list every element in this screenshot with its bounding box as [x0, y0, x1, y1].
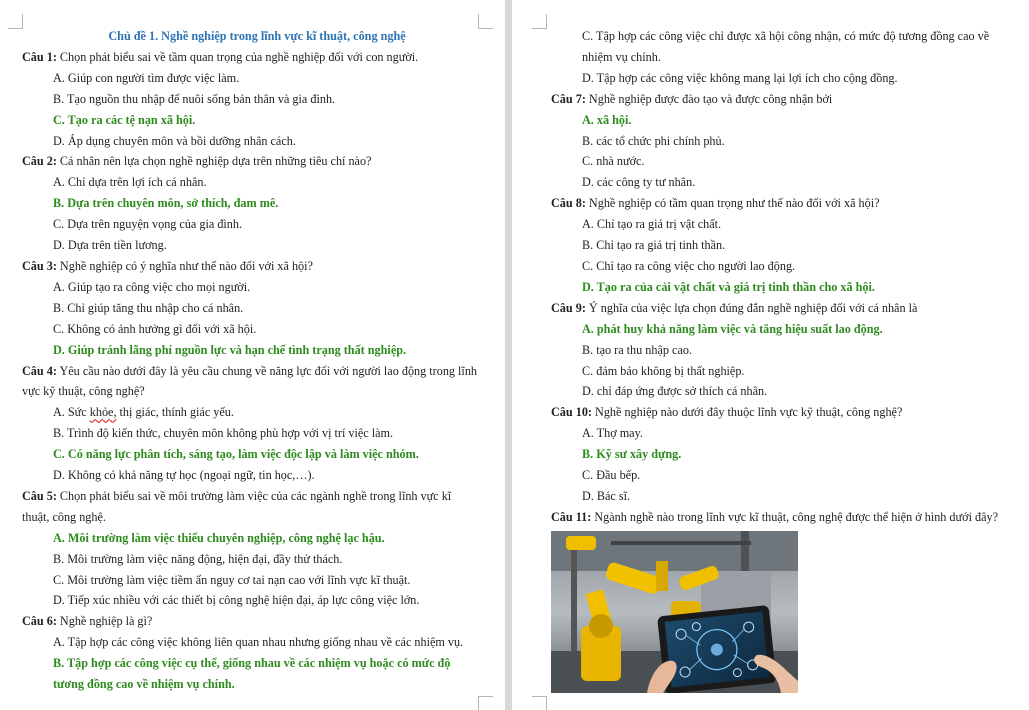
answer-option: B. Môi trường làm việc năng động, hiện đại, đầy thử thách.	[53, 551, 343, 566]
answer-option: nhiệm vụ chính.	[582, 49, 661, 64]
document-page-right	[512, 0, 1029, 710]
margin-corner-mark	[478, 696, 493, 710]
answer-option: C. đảm bảo không bị thất nghiệp.	[582, 363, 745, 378]
answer-option: D. Tập hợp các công việc không mang lại lợi ích cho cộng đồng.	[582, 70, 898, 85]
correct-answer-option: D. Tạo ra của cải vật chất và giá trị tinh thần cho xã hội.	[582, 279, 875, 294]
question-line	[551, 193, 1021, 214]
question-number: Câu 5:	[22, 488, 57, 503]
answer-option: C. nhà nước.	[582, 154, 645, 169]
question-text: Nghề nghiệp có tầm quan trọng như thế nào đối với xã hội?	[585, 196, 880, 211]
answer-option: A. Tập hợp các công việc không liên quan nhau nhưng giống nhau về các nhiệm vụ.	[53, 635, 464, 650]
question-line	[551, 402, 1021, 423]
correct-answer-option: B. Dựa trên chuyên môn, sở thích, đam mê.	[53, 196, 279, 211]
answer-option: D. Dựa trên tiền lương.	[53, 238, 167, 253]
margin-corner-mark	[532, 696, 547, 710]
document-title: Chủ đề 1. Nghề nghiệp trong lĩnh vực kĩ thuật, công nghệ	[108, 29, 406, 43]
correct-answer-option: C. Tạo ra các tệ nạn xã hội.	[53, 112, 196, 127]
page-gutter	[505, 0, 512, 710]
question-text: Cá nhân nên lựa chọn nghề nghiệp dựa trên những tiêu chí nào?	[56, 154, 372, 169]
answer-option: C. Môi trường làm việc tiềm ẩn nguy cơ tai nạn cao với lĩnh vực kĩ thuật.	[53, 572, 411, 587]
answer-option: B. tạo ra thu nhập cao.	[582, 342, 692, 357]
answer-option: B. Chỉ tạo ra giá trị tinh thần.	[582, 238, 726, 253]
answer-option: D. các công ty tư nhân.	[582, 175, 696, 190]
answer-option: B. các tổ chức phi chính phủ.	[582, 133, 725, 148]
correct-answer-option: tương đồng cao về nhiệm vụ chính.	[53, 677, 235, 692]
question-number: Câu 7:	[551, 91, 586, 106]
question-number: Câu 4:	[22, 363, 57, 378]
question-number: Câu 6:	[22, 614, 57, 629]
margin-corner-mark	[532, 14, 547, 29]
question-number: Câu 1:	[22, 49, 57, 64]
right-page-text[interactable]	[551, 26, 1021, 528]
correct-answer-option: B. Tập hợp các công việc cụ thể, giống nhau về các nhiệm vụ hoặc có mức độ	[53, 656, 451, 671]
answer-option: A. Chỉ tạo ra giá trị vật chất.	[582, 217, 722, 232]
question-text: Ý nghĩa của việc lựa chọn đúng đắn nghề nghiệp đối với cá nhân là	[585, 300, 918, 315]
question-line	[22, 256, 492, 277]
question-line	[22, 151, 492, 172]
answer-option: C. Dựa trên nguyện vọng của gia đình.	[53, 217, 243, 232]
correct-answer-option: D. Giúp tránh lãng phí nguồn lực và hạn chế tình trạng thất nghiệp.	[53, 342, 407, 357]
correct-answer-option: C. Có năng lực phân tích, sáng tạo, làm việc độc lập và làm việc nhóm.	[53, 447, 419, 462]
document-page-left	[0, 0, 505, 710]
answer-option: C. Tập hợp các công việc chỉ được xã hội công nhận, có mức độ tương đồng cao về	[582, 29, 990, 43]
answer-option: D. Tiếp xúc nhiều với các thiết bị công nghệ hiện đại, áp lực công việc lớn.	[53, 593, 420, 608]
answer-option: B. Trình độ kiến thức, chuyên môn không phù hợp với vị trí việc làm.	[53, 426, 394, 441]
question-line	[551, 507, 1021, 528]
answer-option: D. Không có khả năng tự học (ngoại ngữ, tin học,…).	[53, 468, 315, 483]
left-page-text[interactable]	[22, 26, 492, 695]
robot-tablet-image	[551, 531, 798, 693]
correct-answer-option: A. phát huy khả năng làm việc và tăng hiệu suất lao động.	[582, 321, 883, 336]
question-text: Nghề nghiệp nào dưới đây thuộc lĩnh vực kỹ thuật, công nghệ?	[591, 405, 903, 420]
question-text: Ngành nghề nào trong lĩnh vực kĩ thuật, công nghệ được thể hiện ở hình dưới đây?	[591, 509, 999, 524]
answer-option: C. Đầu bếp.	[582, 468, 641, 483]
answer-option: B. Tạo nguồn thu nhập để nuôi sống bản thân và gia đình.	[53, 91, 336, 106]
question-text: Chọn phát biểu sai về môi trường làm việc của các ngành nghề trong lĩnh vực kĩ	[56, 488, 452, 503]
question-number: Câu 8:	[551, 196, 586, 211]
answer-option	[22, 402, 492, 423]
question-text: Chọn phát biểu sai về tầm quan trọng của nghề nghiệp đối với con người.	[56, 49, 419, 64]
question-number: Câu 3:	[22, 258, 57, 273]
answer-option: A. Giúp tạo ra công việc cho mọi người.	[53, 279, 251, 294]
answer-text: thị giác, thính giác yếu.	[116, 405, 234, 420]
margin-corner-mark	[8, 14, 23, 29]
question-line	[551, 298, 1021, 319]
correct-answer-option: A. xã hội.	[582, 112, 632, 127]
question-line	[22, 47, 492, 68]
question-line	[551, 89, 1021, 110]
answer-option: A. Chỉ dựa trên lợi ích cá nhân.	[53, 175, 207, 190]
question-line	[22, 361, 492, 382]
question-text: Nghề nghiệp là gì?	[56, 614, 153, 629]
question-line	[22, 611, 492, 632]
question-number: Câu 2:	[22, 154, 57, 169]
spelling-flagged-word[interactable]: khỏe,	[89, 405, 117, 420]
answer-option: D. chỉ đáp ứng được sở thích cá nhân.	[582, 384, 768, 399]
question-number: Câu 10:	[551, 405, 592, 420]
answer-option: A. Giúp con người tìm được việc làm.	[53, 70, 240, 85]
answer-text: A. Sức	[53, 405, 90, 420]
answer-option: D. Bác sĩ.	[582, 488, 631, 503]
answer-option: C. Không có ảnh hưởng gì đối với xã hội.	[53, 321, 257, 336]
question-text: Yêu cầu nào dưới đây là yêu cầu chung về năng lực đối với người lao động trong lĩnh	[56, 363, 478, 378]
question-text: Nghề nghiệp được đào tạo và được công nhận bởi	[585, 91, 833, 106]
answer-option: C. Chỉ tạo ra công việc cho người lao động.	[582, 258, 796, 273]
answer-option: B. Chỉ giúp tăng thu nhập cho cá nhân.	[53, 300, 244, 315]
answer-option: A. Thợ may.	[582, 426, 643, 441]
correct-answer-option: B. Kỹ sư xây dựng.	[582, 447, 682, 462]
question-number: Câu 11:	[551, 509, 592, 524]
answer-option: D. Áp dụng chuyên môn và bồi dưỡng nhân cách.	[53, 133, 296, 148]
question-line	[22, 486, 492, 507]
question-text: Nghề nghiệp có ý nghĩa như thế nào đối với xã hội?	[56, 258, 313, 273]
question-continuation: thuật, công nghệ.	[22, 509, 106, 524]
correct-answer-option: A. Môi trường làm việc thiếu chuyên nghiệp, công nghệ lạc hậu.	[53, 530, 385, 545]
question-number: Câu 9:	[551, 300, 586, 315]
question-continuation: vực kỹ thuật, công nghệ?	[22, 384, 145, 399]
